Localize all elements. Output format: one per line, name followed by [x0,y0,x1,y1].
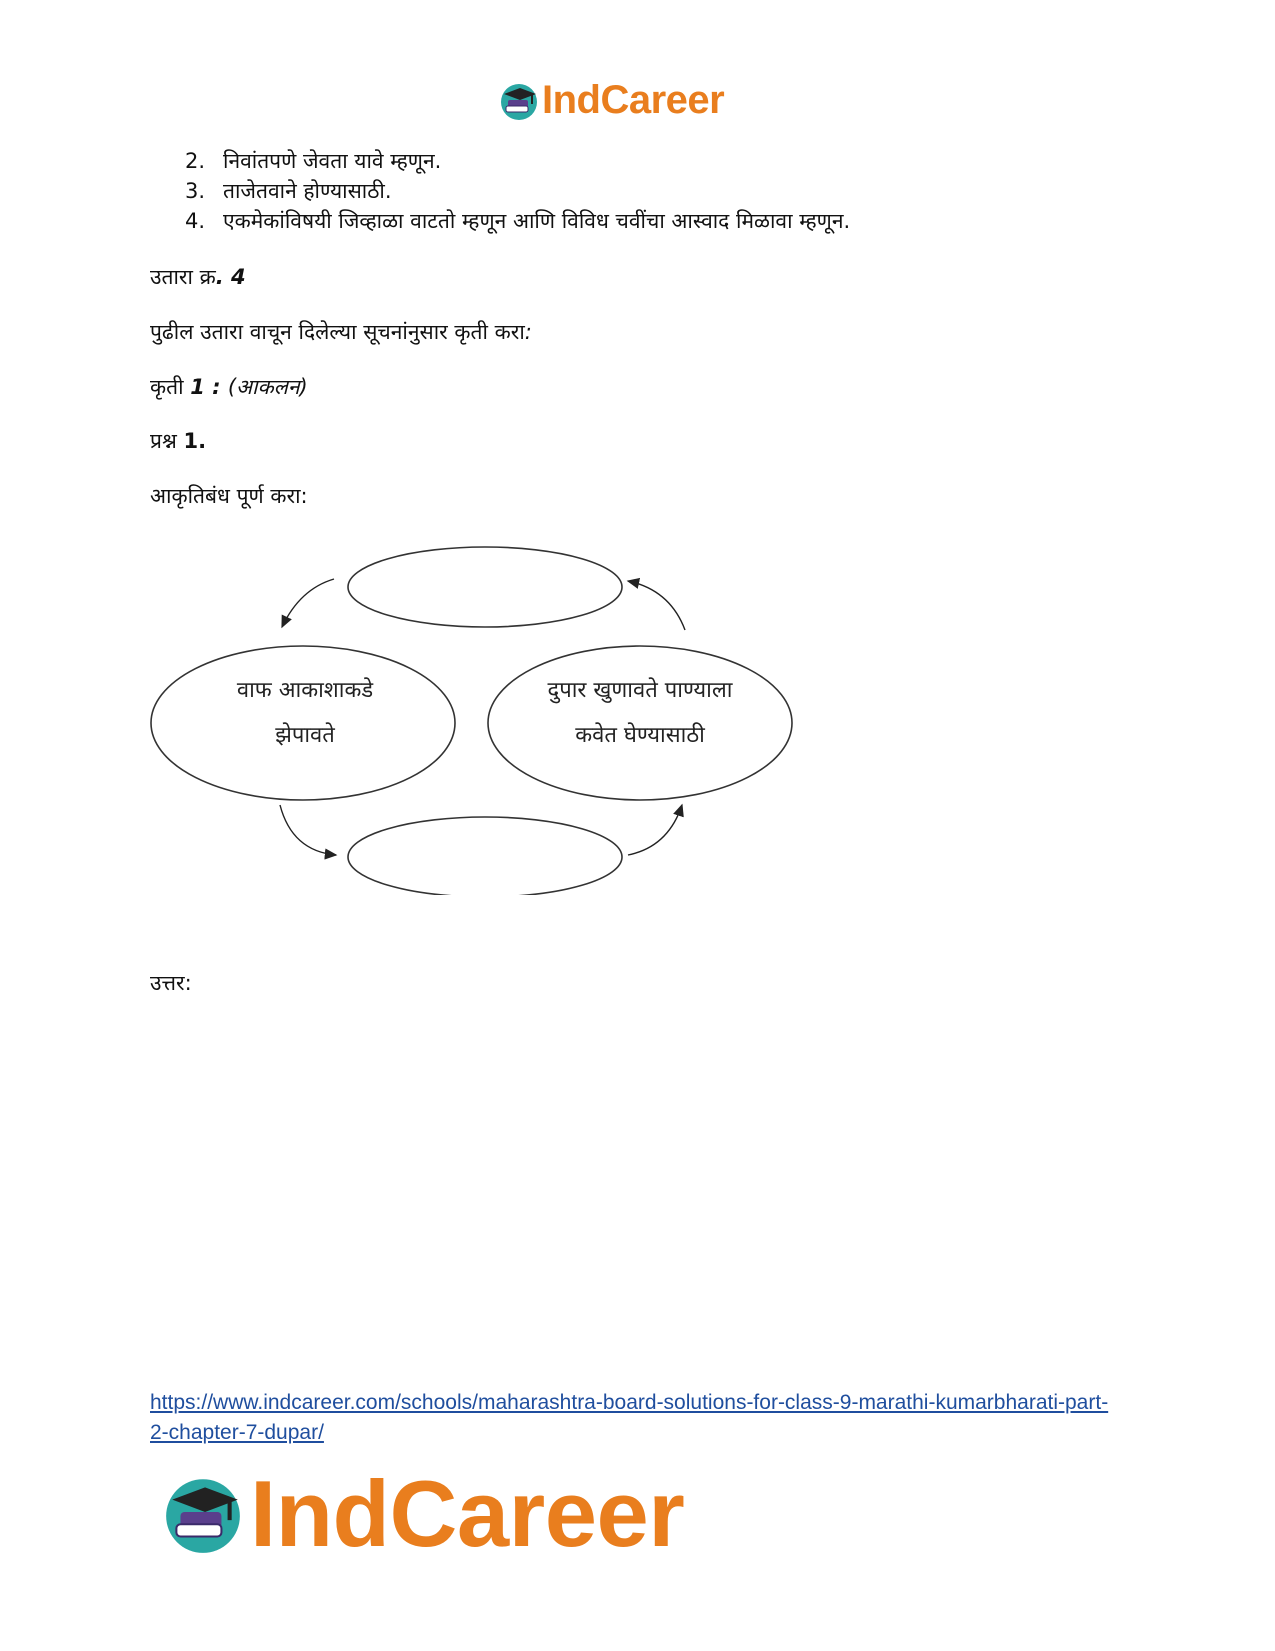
top-ellipse [348,547,622,627]
bottom-ellipse [348,817,622,895]
diagram-prompt: आकृतिबंध पूर्ण करा: [150,484,308,508]
list-item: 3. ताजेतवाने होण्यासाठी. [185,179,392,203]
cycle-diagram [150,535,810,895]
header-logo [498,78,724,123]
arrow-left-to-bottom [280,805,336,855]
brand-name: IndCareer [542,78,725,122]
passage-heading: उतारा क्र. 4 [150,265,246,289]
footer-logo [160,1460,684,1568]
passage-instruction: पुढील उतारा वाचून दिलेल्या सूचनांनुसार कृती करा: [150,320,532,344]
answer-list [185,146,850,236]
right-ellipse-line1: दुपार खुणावते पाण्याला [547,678,733,703]
question-heading: प्रश्न 1. [150,429,207,453]
answer-label: उत्तर: [150,971,192,995]
list-item: 4. एकमेकांविषयी जिव्हाळा वाटतो म्हणून आणि विविध चवींचा आस्वाद मिळावा म्हणून. [185,209,851,233]
arrow-top-to-left [282,579,334,627]
source-link[interactable]: https://www.indcareer.com/schools/maharashtra-board-solutions-for-class-9-marathi-kumarbharati-part-2-chapter-7-dupar/ [150,1391,1109,1444]
brand-name: IndCareer [250,1461,685,1566]
activity-heading: कृती 1 : (आकलन) [150,375,308,399]
arrow-bottom-to-right [628,805,682,855]
right-ellipse-line2: कवेत घेण्यासाठी [575,723,705,748]
graduation-cap-icon [160,1471,246,1557]
arrow-right-to-top [628,581,685,630]
graduation-cap-icon [498,80,540,122]
list-item: 2. निवांतपणे जेवता यावे म्हणून. [185,149,442,173]
left-ellipse-line2: झेपावते [275,723,335,748]
left-ellipse-line1: वाफ आकाशाकडे [236,678,374,703]
